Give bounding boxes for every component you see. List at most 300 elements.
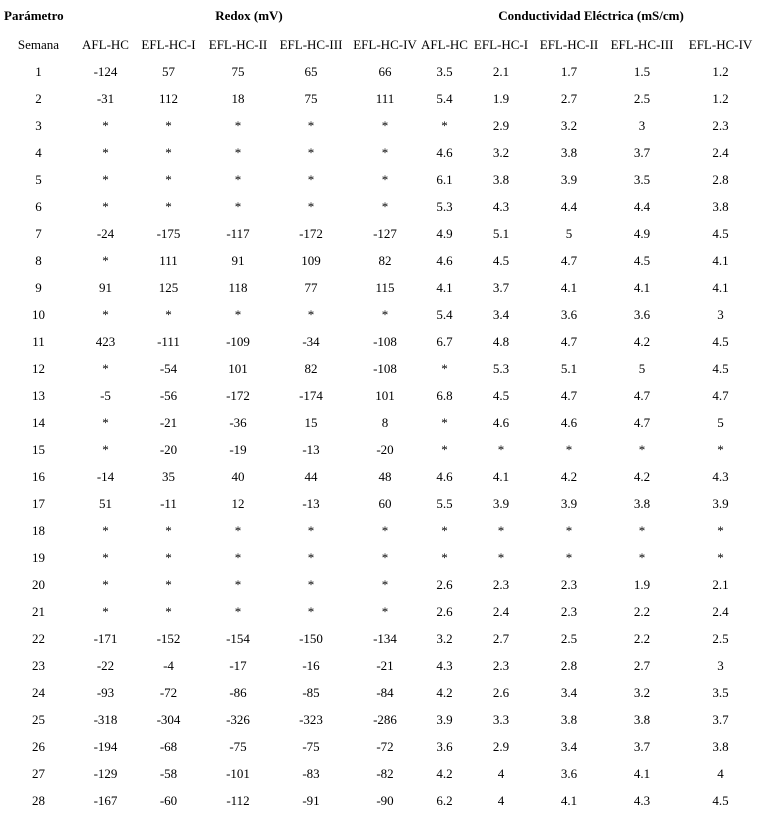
week-cell: 14 [32, 414, 45, 430]
table-cell: 3 [717, 306, 724, 322]
table-cell: 118 [228, 279, 248, 295]
table-cell: -90 [376, 792, 394, 808]
table-cell: 4 [717, 765, 724, 781]
table-cell: * [165, 306, 172, 322]
table-cell: * [102, 360, 109, 376]
table-cell: * [102, 171, 109, 187]
table-cell: 2.4 [492, 603, 510, 619]
column-header: EFL-HC-IV [688, 37, 753, 52]
table-cell: -56 [159, 387, 178, 403]
table-cell: -21 [376, 657, 394, 673]
table-cell: 101 [375, 387, 395, 403]
table-cell: 4.3 [436, 657, 453, 673]
table-cell: 2.7 [492, 630, 510, 646]
table-cell: -36 [229, 414, 247, 430]
table-cell: 77 [304, 279, 318, 295]
week-cell: 16 [32, 468, 45, 484]
table-cell: * [102, 252, 109, 268]
table-cell: 4.5 [492, 252, 510, 268]
table-cell: 3 [717, 657, 724, 673]
table-cell: 3.8 [712, 198, 729, 214]
table-cell: 44 [304, 468, 318, 484]
table-cell: 3.8 [560, 711, 578, 727]
table-cell: -93 [96, 684, 115, 700]
table-cell: 1.9 [492, 90, 510, 106]
table-row [0, 382, 761, 409]
table-cell: 111 [375, 90, 395, 106]
table-cell: * [381, 198, 389, 214]
table-cell: * [102, 117, 109, 133]
table-row [0, 760, 761, 787]
table-cell: 4.2 [436, 684, 453, 700]
table-cell: * [102, 441, 109, 457]
table-cell: 3 [638, 117, 646, 133]
table-cell: 112 [158, 90, 179, 106]
column-header: EFL-HC-I [473, 37, 529, 52]
table-cell: * [307, 522, 315, 538]
table-cell: -154 [226, 630, 250, 646]
table-cell: * [381, 171, 389, 187]
table-cell: 2.1 [492, 63, 510, 79]
week-cell: 8 [35, 252, 42, 268]
table-cell: * [165, 549, 172, 565]
table-cell: * [165, 171, 172, 187]
week-cell: 28 [32, 792, 45, 808]
table-cell: 4.8 [492, 333, 510, 349]
table-cell: 1.2 [712, 90, 729, 106]
week-cell: 11 [32, 333, 45, 349]
table-cell: * [307, 549, 315, 565]
table-cell: 4.7 [560, 333, 578, 349]
table-cell: * [165, 198, 172, 214]
table-cell: 2.8 [560, 657, 578, 673]
week-cell: 12 [32, 360, 45, 376]
table-cell: 3.5 [712, 684, 729, 700]
table-cell: 2.3 [492, 576, 510, 592]
table-cell: 2.8 [712, 171, 729, 187]
table-cell: * [441, 360, 448, 376]
table-cell: 4.5 [492, 387, 510, 403]
table-cell: 2.3 [492, 657, 510, 673]
table-cell: 1.7 [560, 63, 578, 79]
table-cell: 101 [228, 360, 248, 376]
table-cell: -112 [226, 792, 250, 808]
table-cell: 3.2 [560, 117, 578, 133]
table-cell: 4.2 [633, 468, 651, 484]
table-cell: * [165, 576, 172, 592]
table-cell: 4.7 [633, 414, 651, 430]
table-cell: 2.5 [633, 90, 651, 106]
week-cell: 27 [32, 765, 45, 781]
table-cell: * [717, 441, 724, 457]
table-cell: 2.5 [712, 630, 729, 646]
table-cell: * [234, 171, 242, 187]
week-cell: 4 [35, 144, 42, 160]
table-cell: 2.3 [560, 603, 578, 619]
table-cell: -108 [373, 333, 397, 349]
table-cell: 4.3 [633, 792, 651, 808]
week-cell: 2 [35, 90, 42, 106]
table-row [0, 355, 761, 382]
table-cell: * [307, 306, 315, 322]
table-cell: 75 [304, 90, 318, 106]
table-cell: 4.1 [436, 279, 453, 295]
table-cell: -13 [302, 495, 320, 511]
week-cell: 21 [32, 603, 45, 619]
table-cell: * [497, 522, 505, 538]
table-cell: -111 [157, 333, 180, 349]
table-cell: * [717, 549, 724, 565]
table-cell: -54 [159, 360, 178, 376]
table-row [0, 220, 761, 247]
table-cell: * [234, 576, 242, 592]
table-cell: 91 [231, 252, 245, 268]
table-cell: 4.7 [560, 252, 578, 268]
table-cell: * [441, 117, 448, 133]
week-cell: 26 [32, 738, 45, 754]
table-cell: 3.6 [560, 306, 578, 322]
table-cell: 2.2 [633, 603, 651, 619]
table-cell: 4.6 [560, 414, 578, 430]
table-cell: 8 [381, 414, 389, 430]
table-cell: 5.1 [492, 225, 510, 241]
table-cell: 111 [159, 252, 178, 268]
table-cell: 4.2 [560, 468, 578, 484]
table-cell: 4 [497, 765, 505, 781]
table-cell: 3.7 [633, 738, 651, 754]
table-cell: 75 [231, 63, 245, 79]
table-cell: * [102, 144, 109, 160]
table-cell: -167 [93, 792, 118, 808]
table-cell: 3.8 [560, 144, 578, 160]
table-cell: 2.6 [436, 603, 453, 619]
table-cell: 2.7 [560, 90, 578, 106]
table-cell: 2.7 [633, 657, 651, 673]
table-cell: * [165, 117, 172, 133]
table-cell: 2.2 [633, 630, 651, 646]
table-row [0, 85, 761, 112]
table-cell: 4.5 [712, 360, 729, 376]
table-cell: * [102, 306, 109, 322]
table-cell: 2.3 [560, 576, 578, 592]
table-cell: 4.4 [633, 198, 651, 214]
table-cell: * [234, 117, 242, 133]
table-cell: -304 [156, 711, 181, 727]
table-cell: * [497, 549, 505, 565]
table-row [0, 706, 761, 733]
table-cell: 6.2 [436, 792, 453, 808]
table-row [0, 166, 761, 193]
table-cell: * [638, 549, 646, 565]
table-cell: 5 [638, 360, 646, 376]
table-row [0, 436, 761, 463]
table-cell: -31 [96, 90, 115, 106]
table-cell: 2.6 [436, 576, 453, 592]
table-cell: 82 [304, 360, 318, 376]
table-cell: 3.9 [560, 495, 578, 511]
table-cell: * [381, 522, 389, 538]
table-cell: 40 [231, 468, 245, 484]
table-cell: 125 [158, 279, 179, 295]
table-cell: -318 [93, 711, 118, 727]
table-cell: -20 [376, 441, 394, 457]
table-cell: -117 [226, 225, 250, 241]
week-cell: 22 [32, 630, 45, 646]
table-cell: 4 [497, 792, 505, 808]
table-cell: -326 [226, 711, 250, 727]
table-cell: -171 [93, 630, 118, 646]
table-cell: 2.4 [712, 603, 729, 619]
table-cell: -172 [226, 387, 250, 403]
table-cell: 4.5 [712, 333, 729, 349]
table-cell: -34 [302, 333, 320, 349]
table-cell: 4.1 [633, 279, 651, 295]
table-row [0, 463, 761, 490]
table-cell: * [497, 441, 505, 457]
table-cell: 3.4 [560, 684, 578, 700]
table-cell: 3.7 [712, 711, 729, 727]
table-cell: 4.6 [436, 144, 453, 160]
table-cell: * [638, 522, 646, 538]
table-cell: * [307, 603, 315, 619]
table-cell: 1.5 [633, 63, 651, 79]
table-cell: 4.1 [492, 468, 510, 484]
week-cell: 23 [32, 657, 45, 673]
table-cell: -323 [299, 711, 323, 727]
table-cell: 109 [301, 252, 321, 268]
table-cell: -16 [302, 657, 320, 673]
table-cell: * [102, 576, 109, 592]
table-cell: -84 [376, 684, 394, 700]
table-cell: -83 [302, 765, 320, 781]
table-cell: * [102, 414, 109, 430]
table-cell: * [234, 198, 242, 214]
table-cell: -134 [373, 630, 397, 646]
table-cell: 66 [378, 63, 392, 79]
table-cell: 2.9 [492, 738, 510, 754]
table-cell: 2.9 [492, 117, 510, 133]
table-cell: 4.9 [436, 225, 453, 241]
table-cell: -172 [299, 225, 323, 241]
table-cell: 4.1 [712, 252, 729, 268]
table-row [0, 490, 761, 517]
table-cell: 3.6 [436, 738, 453, 754]
table-cell: -20 [159, 441, 178, 457]
week-cell: 10 [32, 306, 45, 322]
table-cell: 91 [99, 279, 112, 295]
table-row [0, 598, 761, 625]
table-cell: * [381, 549, 389, 565]
table-cell: 6.8 [436, 387, 453, 403]
table-cell: -5 [100, 387, 111, 403]
table-cell: * [102, 198, 109, 214]
table-cell: 2.3 [712, 117, 729, 133]
table-cell: * [638, 441, 646, 457]
table-cell: 3.9 [436, 711, 453, 727]
table-cell: 2.4 [712, 144, 729, 160]
column-header: EFL-HC-III [610, 37, 674, 52]
table-cell: -14 [96, 468, 115, 484]
table-cell: 57 [162, 63, 175, 79]
table-cell: -19 [229, 441, 247, 457]
table-cell: 5.4 [436, 306, 453, 322]
table-row [0, 679, 761, 706]
table-cell: 4.2 [436, 765, 453, 781]
table-cell: 423 [95, 333, 116, 349]
table-cell: 4.5 [712, 225, 729, 241]
table-cell: 4.3 [712, 468, 729, 484]
table-cell: 5.3 [436, 198, 453, 214]
table-cell: 3.2 [492, 144, 510, 160]
table-row [0, 652, 761, 679]
table-cell: 3.8 [633, 495, 651, 511]
table-cell: 65 [304, 63, 318, 79]
table-cell: 60 [378, 495, 392, 511]
table-cell: 15 [304, 414, 318, 430]
table-cell: 4.7 [712, 387, 729, 403]
table-cell: -75 [229, 738, 247, 754]
table-cell: -108 [373, 360, 397, 376]
column-header: EFL-HC-II [539, 37, 599, 52]
week-cell: 9 [35, 279, 42, 295]
table-cell: 6.1 [436, 171, 453, 187]
table-cell: -21 [159, 414, 178, 430]
table-cell: -72 [159, 684, 178, 700]
table-cell: -175 [156, 225, 181, 241]
table-cell: 6.7 [436, 333, 453, 349]
table-cell: 3.4 [560, 738, 578, 754]
table-cell: 4.5 [712, 792, 729, 808]
table-cell: 1.9 [633, 576, 651, 592]
table-cell: 1.2 [712, 63, 729, 79]
table-row [0, 112, 761, 139]
table-cell: 3.8 [492, 171, 510, 187]
week-cell: 5 [35, 171, 42, 187]
table-cell: 18 [231, 90, 245, 106]
table-cell: -150 [299, 630, 323, 646]
table-cell: * [165, 603, 172, 619]
column-header: EFL-HC-IV [353, 37, 417, 52]
table-cell: -68 [159, 738, 178, 754]
table-header [0, 0, 761, 58]
table-cell: * [165, 522, 172, 538]
table-cell: -24 [96, 225, 115, 241]
table-cell: 4.1 [560, 279, 578, 295]
table-cell: 2.5 [560, 630, 578, 646]
conductivity-group-header: Conductividad Eléctrica (mS/cm) [498, 8, 684, 23]
table-cell: * [381, 144, 389, 160]
table-cell: 4.5 [633, 252, 651, 268]
table-cell: * [381, 117, 389, 133]
table-cell: -127 [373, 225, 397, 241]
table-row [0, 787, 761, 814]
table-cell: -11 [160, 495, 177, 511]
table-row [0, 301, 761, 328]
group-header-row [0, 0, 761, 32]
table-cell: -4 [163, 657, 174, 673]
table-cell: -58 [159, 765, 178, 781]
table-cell: 4.6 [436, 252, 453, 268]
table-cell: * [102, 522, 109, 538]
week-cell: 25 [32, 711, 45, 727]
table-cell: 35 [162, 468, 175, 484]
table-cell: * [565, 549, 573, 565]
table-cell: * [165, 144, 172, 160]
table-cell: * [441, 549, 448, 565]
table-cell: 5.1 [560, 360, 578, 376]
week-cell: 18 [32, 522, 45, 538]
table-cell: -286 [373, 711, 397, 727]
table-cell: -194 [93, 738, 118, 754]
week-cell: 20 [32, 576, 45, 592]
table-cell: * [381, 576, 389, 592]
table-row [0, 58, 761, 85]
week-cell: 19 [32, 549, 45, 565]
table-cell: * [565, 441, 573, 457]
table-cell: 82 [378, 252, 392, 268]
table-cell: -174 [299, 387, 323, 403]
table-cell: * [307, 171, 315, 187]
table-cell: 3.5 [633, 171, 651, 187]
week-cell: 3 [35, 117, 42, 133]
table-cell: * [234, 306, 242, 322]
table-cell: * [307, 144, 315, 160]
table-cell: 5.4 [436, 90, 453, 106]
table-cell: * [441, 441, 448, 457]
table-cell: -17 [229, 657, 247, 673]
redox-group-header: Redox (mV) [215, 8, 283, 23]
table-cell: * [234, 603, 242, 619]
table-cell: -109 [226, 333, 250, 349]
table-cell: 3.9 [492, 495, 510, 511]
table-cell: 3.7 [492, 279, 510, 295]
table-cell: 4.1 [560, 792, 578, 808]
table-cell: * [234, 549, 242, 565]
table-cell: -13 [302, 441, 320, 457]
table-cell: -152 [156, 630, 181, 646]
table-cell: 3.6 [633, 306, 651, 322]
table-cell: 4.1 [633, 765, 651, 781]
table-cell: -101 [226, 765, 250, 781]
table-cell: 3.9 [560, 171, 578, 187]
column-header: EFL-HC-II [208, 37, 268, 52]
table-cell: 4.6 [492, 414, 510, 430]
table-cell: 3.3 [492, 711, 510, 727]
table-cell: 2.6 [492, 684, 510, 700]
table-cell: 4.1 [712, 279, 729, 295]
table-cell: * [307, 117, 315, 133]
table-cell: -22 [96, 657, 115, 673]
column-header-row [0, 32, 761, 58]
table-cell: 3.5 [436, 63, 453, 79]
table-cell: -75 [302, 738, 320, 754]
table-row [0, 193, 761, 220]
week-cell: 24 [32, 684, 45, 700]
table-cell: * [102, 603, 109, 619]
table-cell: 4.7 [560, 387, 578, 403]
column-header: EFL-HC-I [141, 37, 196, 52]
table-cell: * [441, 414, 448, 430]
table-cell: 2.1 [712, 576, 729, 592]
table-cell: * [307, 198, 315, 214]
table-cell: -72 [376, 738, 394, 754]
table-cell: 5 [717, 414, 724, 430]
table-cell: * [717, 522, 724, 538]
table-row [0, 139, 761, 166]
table-cell: -129 [93, 765, 118, 781]
table-row [0, 274, 761, 301]
table-cell: 3.2 [436, 630, 453, 646]
